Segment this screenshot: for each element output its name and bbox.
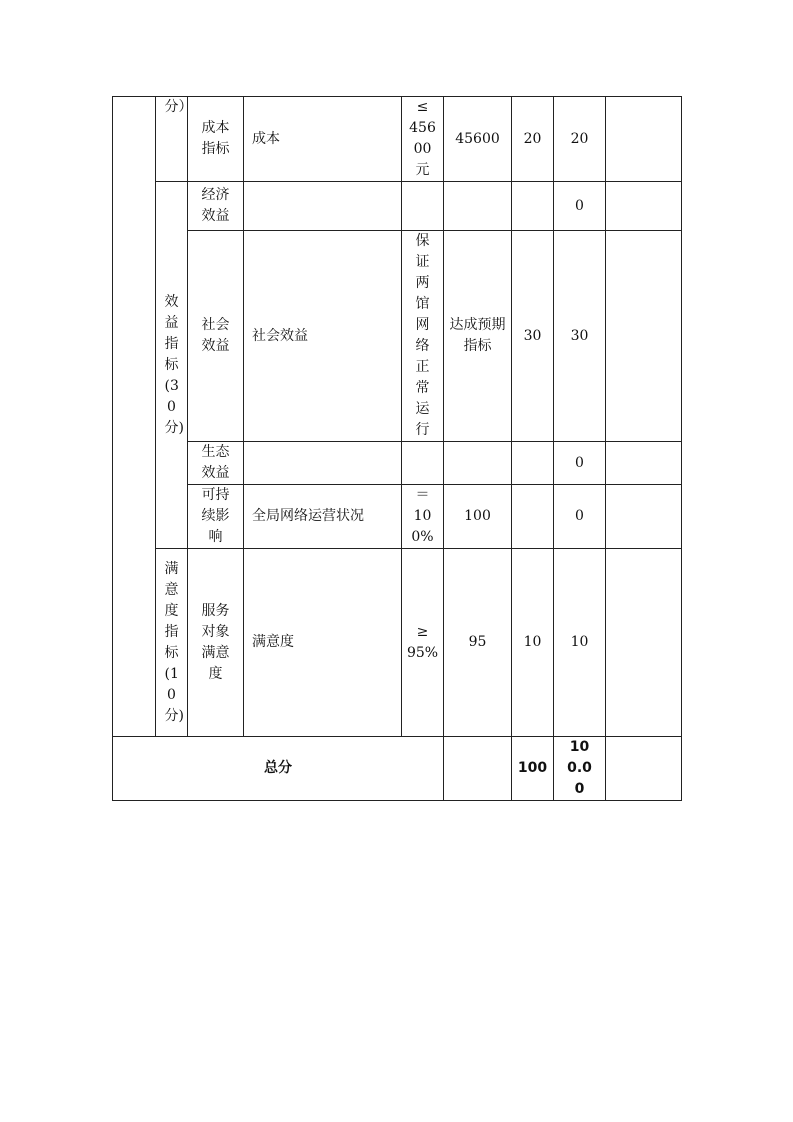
sub-category-ecological bbox=[188, 442, 244, 485]
target-economic bbox=[444, 182, 512, 231]
remark-cost bbox=[606, 97, 682, 182]
total-weight: 100 bbox=[512, 737, 554, 801]
value-social-text: 保证两馆网络正常运行 bbox=[415, 233, 430, 438]
remark-ecological bbox=[606, 442, 682, 485]
table-row-ecological bbox=[113, 442, 682, 485]
weight-ecological bbox=[512, 442, 554, 485]
level2-category-tail bbox=[156, 97, 193, 182]
table-row-cost bbox=[113, 97, 682, 182]
total-score-text: 100.00 bbox=[567, 739, 592, 797]
weight-cost: 20 bbox=[512, 97, 554, 182]
value-social bbox=[402, 231, 444, 442]
table-row-satisfaction bbox=[113, 549, 682, 737]
indicator-sustainable: 全局网络运营状况 bbox=[244, 485, 402, 549]
total-label: 总分 bbox=[113, 737, 444, 801]
sub-category-ecological-text: 生态效益 bbox=[201, 444, 230, 481]
score-ecological: 0 bbox=[554, 442, 606, 485]
target-social bbox=[444, 231, 512, 442]
value-cost-text: 45600元 bbox=[409, 120, 436, 178]
weight-sustainable bbox=[512, 485, 554, 549]
indicator-social: 社会效益 bbox=[244, 231, 402, 442]
score-economic: 0 bbox=[554, 182, 606, 231]
value-cost bbox=[402, 97, 444, 182]
value-satisfaction-glyph: ≥ bbox=[416, 623, 429, 640]
weight-social: 30 bbox=[512, 231, 554, 442]
sub-category-social-text: 社会效益 bbox=[201, 317, 230, 354]
value-economic bbox=[402, 182, 444, 231]
indicator-ecological bbox=[244, 442, 402, 485]
value-satisfaction-text: 95% bbox=[406, 644, 439, 661]
indicator-economic bbox=[244, 182, 402, 231]
satisfaction-category-cell bbox=[156, 549, 188, 737]
score-satisfaction: 10 bbox=[554, 549, 606, 737]
benefit-category-text: 效益指标(30分) bbox=[164, 293, 184, 436]
table-row-total bbox=[113, 737, 682, 801]
sub-category-sustainable bbox=[188, 485, 244, 549]
target-ecological bbox=[444, 442, 512, 485]
value-sustainable bbox=[402, 485, 444, 549]
remark-satisfaction bbox=[606, 549, 682, 737]
table-row-social bbox=[113, 231, 682, 442]
value-sustainable-glyph: ＝ bbox=[415, 487, 430, 503]
target-social-text: 达成预期指标 bbox=[449, 317, 506, 354]
weight-satisfaction: 10 bbox=[512, 549, 554, 737]
level2-category-tail-text: 分） bbox=[164, 99, 193, 115]
sub-category-social bbox=[188, 231, 244, 442]
value-cost-glyph: ≤ bbox=[416, 99, 429, 115]
sub-category-economic bbox=[188, 182, 244, 231]
table-row-economic bbox=[113, 182, 682, 231]
benefit-category-cell bbox=[156, 182, 188, 549]
total-score bbox=[554, 737, 606, 801]
target-satisfaction: 95 bbox=[444, 549, 512, 737]
satisfaction-category-text: 满意度指标(10分) bbox=[164, 560, 184, 724]
level1-category-cell bbox=[113, 97, 156, 737]
target-cost: 45600 bbox=[444, 97, 512, 182]
value-sustainable-text: 100% bbox=[411, 508, 434, 545]
value-satisfaction bbox=[402, 549, 444, 737]
sub-category-sustainable-text: 可持续影响 bbox=[201, 487, 230, 545]
score-cost: 20 bbox=[554, 97, 606, 182]
total-remark bbox=[606, 737, 682, 801]
table-row-sustainable bbox=[113, 485, 682, 549]
indicator-satisfaction: 满意度 bbox=[244, 549, 402, 737]
indicator-cost: 成本 bbox=[244, 97, 402, 182]
remark-economic bbox=[606, 182, 682, 231]
performance-table bbox=[112, 96, 682, 801]
target-sustainable: 100 bbox=[444, 485, 512, 549]
score-social: 30 bbox=[554, 231, 606, 442]
sub-category-cost bbox=[188, 97, 244, 182]
total-target bbox=[444, 737, 512, 801]
value-ecological bbox=[402, 442, 444, 485]
remark-sustainable bbox=[606, 485, 682, 549]
sub-category-satisfaction-text: 服务对象满意度 bbox=[201, 602, 230, 682]
weight-economic bbox=[512, 182, 554, 231]
sub-category-satisfaction bbox=[188, 549, 244, 737]
sub-category-economic-text: 经济效益 bbox=[201, 187, 230, 224]
sub-category-cost-text: 成本指标 bbox=[201, 120, 230, 157]
score-sustainable: 0 bbox=[554, 485, 606, 549]
remark-social bbox=[606, 231, 682, 442]
